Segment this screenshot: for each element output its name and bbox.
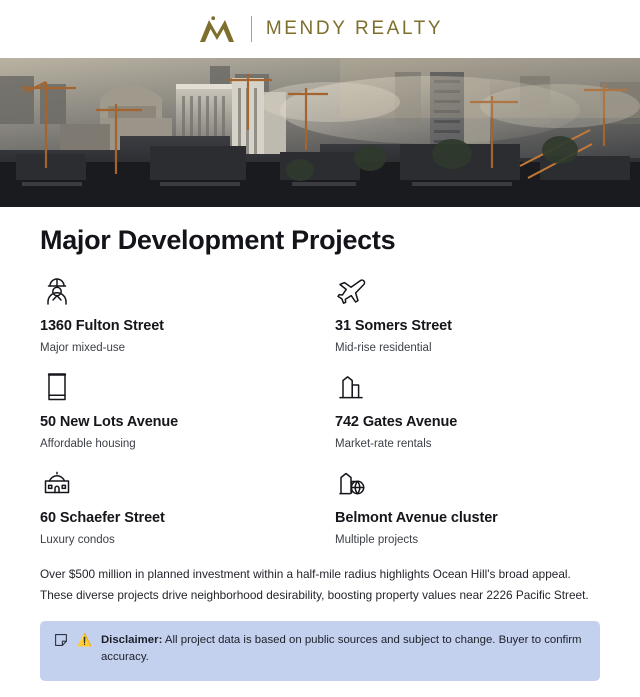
disclaimer-box [40, 621, 600, 681]
project-card [335, 466, 600, 562]
buildings-icon [335, 370, 369, 404]
main-content [0, 207, 640, 681]
project-description: Multiple projects [335, 534, 419, 546]
project-description: Market-rate rentals [335, 438, 432, 450]
project-card [40, 370, 305, 466]
construction-worker-icon [40, 274, 74, 308]
sticky-note-icon [54, 633, 68, 647]
book-icon [40, 370, 74, 404]
mendy-m-logo-icon [197, 14, 237, 44]
project-name: 50 New Lots Avenue [40, 414, 179, 430]
brand-wordmark: MENDY REALTY [265, 18, 444, 39]
project-description: Major mixed-use [40, 342, 125, 354]
project-description: Luxury condos [40, 534, 115, 546]
brand-header [0, 0, 640, 58]
project-card [40, 466, 305, 562]
projects-grid [40, 274, 600, 562]
project-card [335, 370, 600, 466]
project-card [335, 274, 600, 370]
building-globe-icon [335, 466, 369, 500]
disclaimer-lead: Disclaimer: [100, 633, 163, 646]
warning-triangle-icon: ⚠️ [77, 632, 92, 647]
project-name: 1360 Fulton Street [40, 318, 164, 334]
project-description: Affordable housing [40, 438, 136, 450]
project-name: Belmont Avenue cluster [335, 510, 498, 526]
dome-landmark-icon [40, 466, 74, 500]
page-title: Major Development Projects [40, 225, 396, 255]
hero-image [0, 58, 640, 207]
project-name: 742 Gates Avenue [335, 414, 458, 430]
disclaimer-text [101, 632, 586, 666]
brand-divider [251, 16, 252, 42]
project-description: Mid-rise residential [335, 342, 432, 354]
project-name: 60 Schaefer Street [40, 510, 165, 526]
project-name: 31 Somers Street [335, 318, 452, 334]
disclaimer-body: All project data is based on public sources and subject to change. Buyer to confirm accuracy. [100, 633, 582, 664]
summary-paragraph: Over $500 million in planned investment within a half-mile radius highlights Ocean Hill's broad appeal. These diverse projects drive neighborhood desirability, boosting property values near 2226 Pacific Street. [40, 567, 589, 603]
airplane-icon [335, 274, 369, 308]
project-card [40, 274, 305, 370]
